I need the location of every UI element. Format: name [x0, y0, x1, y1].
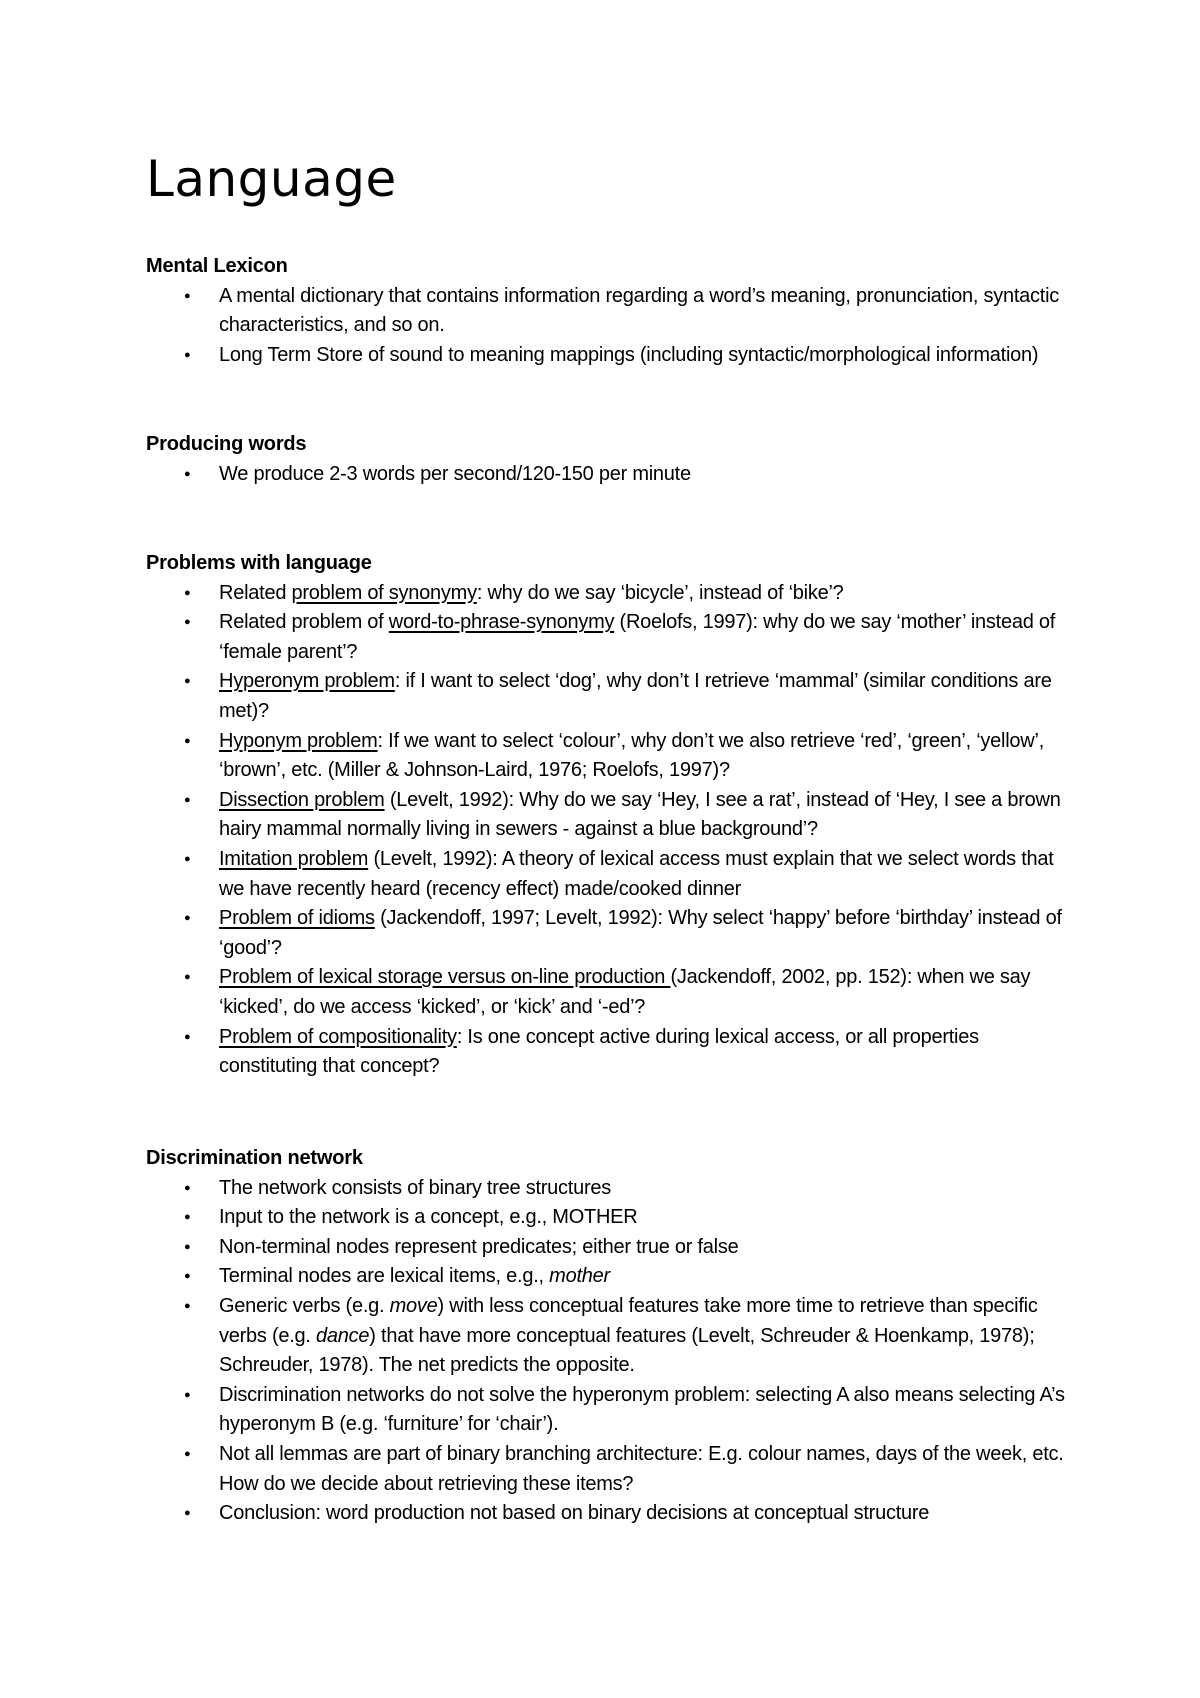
list-item: ● Long Term Store of sound to meaning mappings (including syntactic/morphological information) [146, 341, 1066, 371]
underlined-term: Hyperonym problem [219, 670, 395, 693]
list-item: ● A mental dictionary that contains information regarding a word’s meaning, pronunciation, syntactic characteristics, and so on. [146, 282, 1066, 341]
list-item: ● Discrimination networks do not solve the hyperonym problem: selecting A also means selecting A’s hyperonym B (e.g. ‘furniture’ for ‘chair’). [146, 1381, 1066, 1440]
page-title: Language [146, 150, 397, 208]
underlined-term: word-to-phrase-synonymy [388, 611, 615, 634]
list-item: ● We produce 2-3 words per second/120-150 per minute [146, 460, 1066, 490]
section-problems-with-language [146, 549, 1066, 1082]
underlined-term: Problem of lexical storage versus on-line production [219, 966, 671, 989]
list-item: ● Problem of idioms (Jackendoff, 1997; Levelt, 1992): Why select ‘happy’ before ‘birthday’ instead of ‘good’? [146, 904, 1066, 963]
underlined-term: Problem of compositionality [219, 1025, 457, 1048]
bullet-list [146, 460, 1066, 490]
bullet-list [146, 1174, 1066, 1529]
list-item: ● The network consists of binary tree structures [146, 1174, 1066, 1204]
list-item: ● Conclusion: word production not based on binary decisions at conceptual structure [146, 1499, 1066, 1529]
italic-term: move [389, 1294, 438, 1317]
list-item: ● Not all lemmas are part of binary branching architecture: E.g. colour names, days of the week, etc. How do we decide about retrieving these items? [146, 1440, 1066, 1499]
list-item: ● Related problem of word-to-phrase-synonymy (Roelofs, 1997): why do we say ‘mother’ instead of ‘female parent’? [146, 608, 1066, 667]
section-heading: Discrimination network [146, 1147, 363, 1169]
section-heading: Problems with language [146, 552, 372, 574]
bullet-list [146, 579, 1066, 1082]
list-item: ● Problem of lexical storage versus on-line production (Jackendoff, 2002, pp. 152): when we say ‘kicked’, do we access ‘kicked’, or ‘kick’ and ‘-ed’? [146, 963, 1066, 1022]
underlined-term: Problem of idioms [219, 907, 375, 930]
list-item: ● Related problem of synonymy: why do we say ‘bicycle’, instead of ‘bike’? [146, 579, 1066, 609]
underlined-term: Imitation problem [219, 847, 369, 870]
list-item: ● Imitation problem (Levelt, 1992): A theory of lexical access must explain that we select words that we have recently heard (recency effect) made/cooked dinner [146, 845, 1066, 904]
section-heading: Mental Lexicon [146, 255, 288, 277]
italic-term: mother [549, 1265, 610, 1288]
section-mental-lexicon [146, 252, 1066, 370]
section-discrimination-network [146, 1144, 1066, 1529]
list-item: ● Non-terminal nodes represent predicates; either true or false [146, 1233, 1066, 1263]
list-item: ● Problem of compositionality: Is one concept active during lexical access, or all properties constituting that concept? [146, 1023, 1066, 1082]
bullet-list [146, 282, 1066, 371]
list-item: ● Terminal nodes are lexical items, e.g., mother [146, 1262, 1066, 1292]
underlined-term: problem of synonymy [291, 581, 477, 604]
italic-term: dance [316, 1324, 370, 1347]
section-producing-words [146, 430, 1066, 489]
underlined-term: Dissection problem [219, 788, 385, 811]
list-item: ● Generic verbs (e.g. move) with less conceptual features take more time to retrieve than specific verbs (e.g. dance) that have more conceptual features (Levelt, Schreuder & Hoenkamp, 1978); Schreuder, 1978). The net predicts the opposite. [146, 1292, 1066, 1381]
list-item: ● Hyponym problem: If we want to select ‘colour’, why don’t we also retrieve ‘red’, ‘green’, ‘yellow’, ‘brown’, etc. (Miller & Johnson-Laird, 1976; Roelofs, 1997)? [146, 727, 1066, 786]
list-item: ● Input to the network is a concept, e.g., MOTHER [146, 1203, 1066, 1233]
list-item: ● Dissection problem (Levelt, 1992): Why do we say ‘Hey, I see a rat’, instead of ‘Hey, I see a brown hairy mammal normally living in sewers - against a blue background’? [146, 786, 1066, 845]
section-heading: Producing words [146, 433, 307, 455]
list-item: ● Hyperonym problem: if I want to select ‘dog’, why don’t I retrieve ‘mammal’ (similar conditions are met)? [146, 667, 1066, 726]
underlined-term: Hyponym problem [219, 729, 378, 752]
